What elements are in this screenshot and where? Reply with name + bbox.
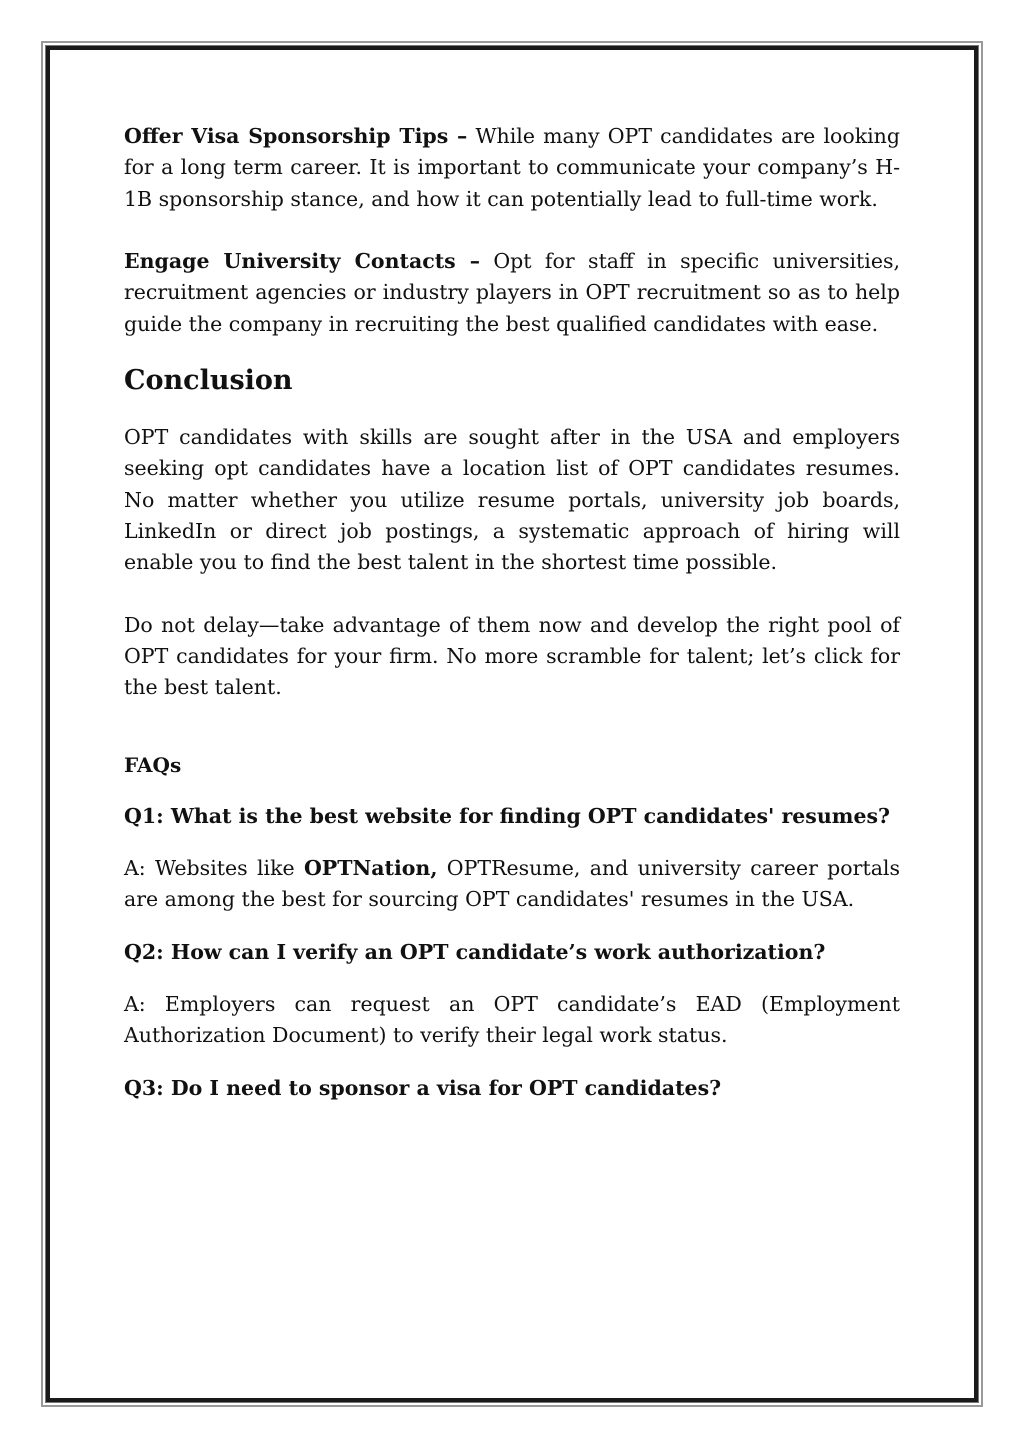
faq-answer-1-prefix: A: Websites like	[124, 856, 304, 881]
tip-visa-sponsorship	[124, 121, 900, 215]
spacer	[124, 215, 900, 246]
tip-university-contacts	[124, 246, 900, 340]
conclusion-paragraph-1: OPT candidates with skills are sought after in the USA and employers seeking opt candidates have a location list of OPT candidates resumes. No matter whether you utilize resume portals, university job boards, LinkedIn or direct job postings, a systematic approach of hiring will enable you to find the best talent in the shortest time possible.	[124, 425, 900, 575]
faq-answer-1-highlight: OPTNation,	[303, 856, 438, 881]
tip-visa-sponsorship-text: While many OPT candidates are looking for a long term career. It is important to communicate your company’s H-1B sponsorship stance, and how it can potentially lead to full-time work.	[124, 124, 900, 211]
spacer	[124, 704, 900, 750]
spacer	[124, 1052, 900, 1073]
tip-visa-sponsorship-title: Offer Visa Sponsorship Tips –	[124, 124, 468, 148]
spacer	[124, 780, 900, 801]
faq-question-2: Q2: How can I verify an OPT candidate’s work authorization?	[124, 939, 826, 964]
faqs-heading: FAQs	[124, 752, 182, 777]
spacer	[124, 916, 900, 937]
tip-university-contacts-text: Opt for staff in specific universities, recruitment agencies or industry players in OPT recruitment so as to help guide the company in recruiting the best qualified candidates with ease.	[124, 249, 901, 336]
spacer	[124, 579, 900, 610]
conclusion-heading: Conclusion	[124, 365, 293, 397]
faq-answer-2: A: Employers can request an OPT candidate’s EAD (Employment Authorization Document) to verify their legal work status.	[124, 991, 900, 1048]
faq-answer-1-suffix: OPTResume, and university career portals are among the best for sourcing OPT candidates' resumes in the USA.	[124, 856, 900, 912]
faq-question-1: Q1: What is the best website for finding OPT candidates' resumes?	[124, 803, 891, 828]
spacer	[124, 401, 900, 422]
faq-answer-1	[124, 853, 900, 916]
tip-university-contacts-title: Engage University Contacts –	[124, 249, 480, 274]
spacer	[124, 968, 900, 989]
faq-question-3: Q3: Do I need to sponsor a visa for OPT candidates?	[124, 1075, 722, 1100]
document-content	[124, 121, 900, 1104]
conclusion-paragraph-2: Do not delay—take advantage of them now and develop the right pool of OPT candidates for your firm. No more scramble for talent; let’s click for the best talent.	[124, 612, 900, 700]
spacer	[124, 832, 900, 853]
